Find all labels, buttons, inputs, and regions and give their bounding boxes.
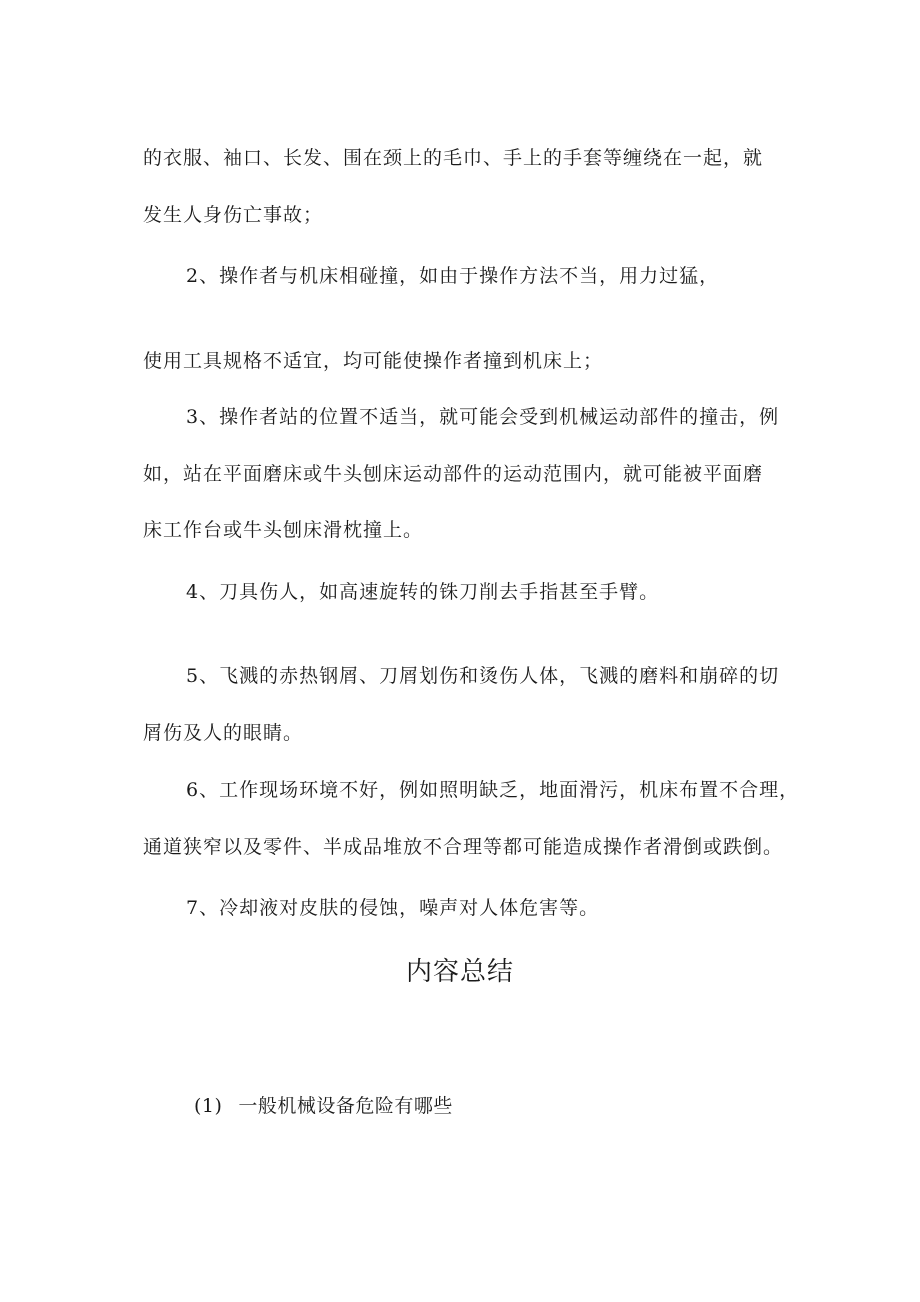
paragraph-line: 5、飞溅的赤热钢屑、刀屑划伤和烫伤人体，飞溅的磨料和崩碎的切 [186, 665, 780, 687]
summary-item [194, 1093, 453, 1119]
paragraph-line: 发生人身伤亡事故； [143, 204, 324, 226]
paragraph-line: 2、操作者与机床相碰撞，如由于操作方法不当，用力过猛， [186, 265, 720, 287]
paragraph-line: 3、操作者站的位置不适当，就可能会受到机械运动部件的撞击，例 [186, 406, 780, 428]
paragraph-line: 如，站在平面磨床或牛头刨床运动部件的运动范围内，就可能被平面磨 [143, 463, 764, 485]
summary-item-number: (1) [194, 1095, 223, 1117]
paragraph-line: 屑伤及人的眼睛。 [143, 722, 304, 744]
paragraph-line: 4、刀具伤人，如高速旋转的铢刀削去手指甚至手臂。 [186, 581, 660, 603]
paragraph-line: 床工作台或牛头刨床滑枕撞上。 [143, 519, 424, 541]
paragraph-line: 通道狭窄以及零件、半成品堆放不合理等都可能造成操作者滑倒或跌倒。 [143, 836, 784, 858]
summary-item-text: 一般机械设备危险有哪些 [238, 1095, 453, 1117]
summary-heading: 内容总结 [405, 957, 514, 987]
paragraph-line: 7、冷却液对皮肤的侵蚀，噪声对人体危害等。 [186, 897, 600, 919]
paragraph-line: 的衣服、袖口、长发、围在颈上的毛巾、手上的手套等缠绕在一起，就 [143, 147, 764, 169]
paragraph-line: 6、工作现场环境不好，例如照明缺乏，地面滑污，机床布置不合理， [186, 779, 800, 801]
paragraph-line: 使用工具规格不适宜，均可能使操作者撞到机床上； [143, 350, 604, 372]
